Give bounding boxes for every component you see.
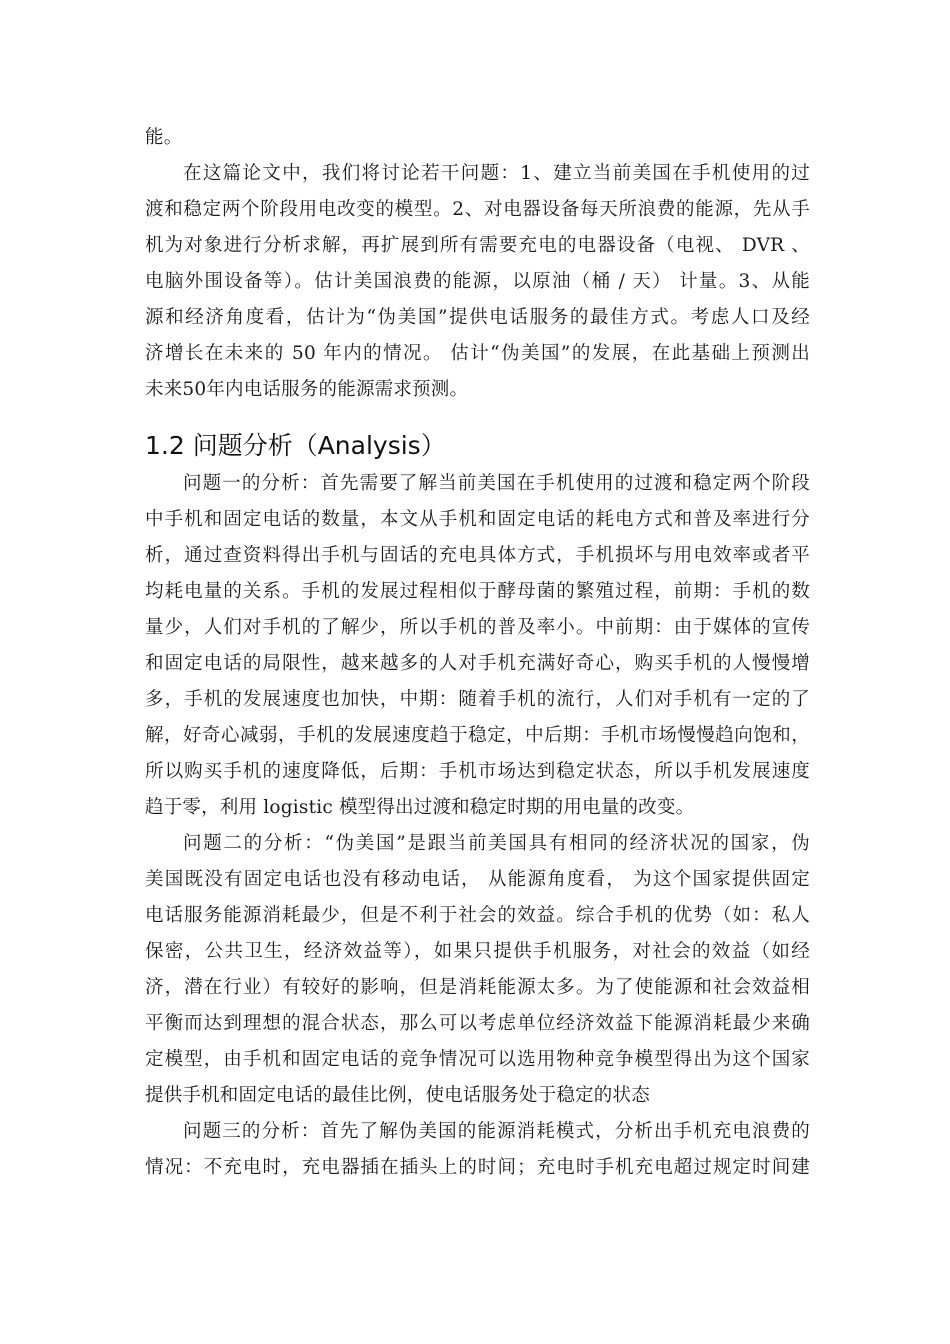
analysis-one-line: 均耗电量的关系。手机的发展过程相似于酵母菌的繁殖过程，前期：手机的数 bbox=[145, 581, 810, 602]
analysis-one-line: 多，手机的发展速度也加快，中期：随着手机的流行，人们对手机有一定的了 bbox=[145, 689, 810, 710]
analysis-two-line: 定模型，由手机和固定电话的竞争情况可以选用物种竞争模型得出为这个国家 bbox=[145, 1049, 810, 1070]
intro-line: 济增长在未来的 50 年内的情况。 估计“伪美国”的发展，在此基础上预测出 bbox=[145, 343, 810, 364]
analysis-three-line: 问题三的分析：首先了解伪美国的能源消耗模式，分析出手机充电浪费的 bbox=[183, 1121, 810, 1142]
analysis-one-line: 所以购买手机的速度降低，后期：手机市场达到稳定状态，所以手机发展速度 bbox=[145, 761, 810, 782]
analysis-one-line: 析，通过查资料得出手机与固话的充电具体方式，手机损坏与用电效率或者平 bbox=[145, 545, 810, 566]
analysis-one-line-last: 趋于零，利用 logistic 模型得出过渡和稳定时期的用电量的改变。 bbox=[145, 797, 695, 818]
intro-line-last: 未来50年内电话服务的能源需求预测。 bbox=[145, 379, 469, 400]
intro-line: 在这篇论文中，我们将讨论若干问题：1、建立当前美国在手机使用的过 bbox=[183, 163, 810, 184]
intro-line: 源和经济角度看，估计为“伪美国”提供电话服务的最佳方式。考虑人口及经 bbox=[145, 307, 810, 328]
analysis-one-line: 解，好奇心减弱，手机的发展速度趋于稳定，中后期：手机市场慢慢趋向饱和， bbox=[145, 725, 810, 746]
analysis-one-line: 量少，人们对手机的了解少，所以手机的普及率小。中前期：由于媒体的宣传 bbox=[145, 617, 810, 638]
analysis-two-line: 问题二的分析：“伪美国”是跟当前美国具有相同的经济状况的国家，伪 bbox=[183, 833, 810, 854]
intro-line: 渡和稳定两个阶段用电改变的模型。2、对电器设备每天所浪费的能源，先从手 bbox=[145, 199, 810, 220]
analysis-two-line: 美国既没有固定电话也没有移动电话， 从能源角度看， 为这个国家提供固定 bbox=[145, 869, 810, 890]
intro-line: 机为对象进行分析求解，再扩展到所有需要充电的电器设备（电视、 DVR 、 bbox=[145, 235, 810, 256]
analysis-two-line: 济，潜在行业）有较好的影响，但是消耗能源太多。为了使能源和社会效益相 bbox=[145, 977, 810, 998]
analysis-three-line: 情况：不充电时，充电器插在插头上的时间；充电时手机充电超过规定时间建 bbox=[145, 1157, 810, 1178]
analysis-two-line-last: 提供手机和固定电话的最佳比例，使电话服务处于稳定的状态 bbox=[145, 1085, 650, 1106]
analysis-two-line: 电话服务能源消耗最少，但是不利于社会的效益。综合手机的优势（如：私人 bbox=[145, 905, 810, 926]
analysis-two-line: 保密，公共卫生，经济效益等），如果只提供手机服务，对社会的效益（如经 bbox=[145, 941, 810, 962]
analysis-two-line: 平衡而达到理想的混合状态，那么可以考虑单位经济效益下能源消耗最少来确 bbox=[145, 1013, 810, 1034]
analysis-one-line: 中手机和固定电话的数量，本文从手机和固定电话的耗电方式和普及率进行分 bbox=[145, 509, 810, 530]
intro-line-continuation: 能。 bbox=[145, 127, 183, 148]
section-heading: 1.2 问题分析（Analysis） bbox=[145, 431, 446, 460]
analysis-one-line: 问题一的分析：首先需要了解当前美国在手机使用的过渡和稳定两个阶段 bbox=[183, 473, 810, 494]
intro-line: 电脑外围设备等）。估计美国浪费的能源，以原油（桶 / 天） 计量。3、从能 bbox=[145, 271, 810, 292]
analysis-one-line: 和固定电话的局限性，越来越多的人对手机充满好奇心，购买手机的人慢慢增 bbox=[145, 653, 810, 674]
